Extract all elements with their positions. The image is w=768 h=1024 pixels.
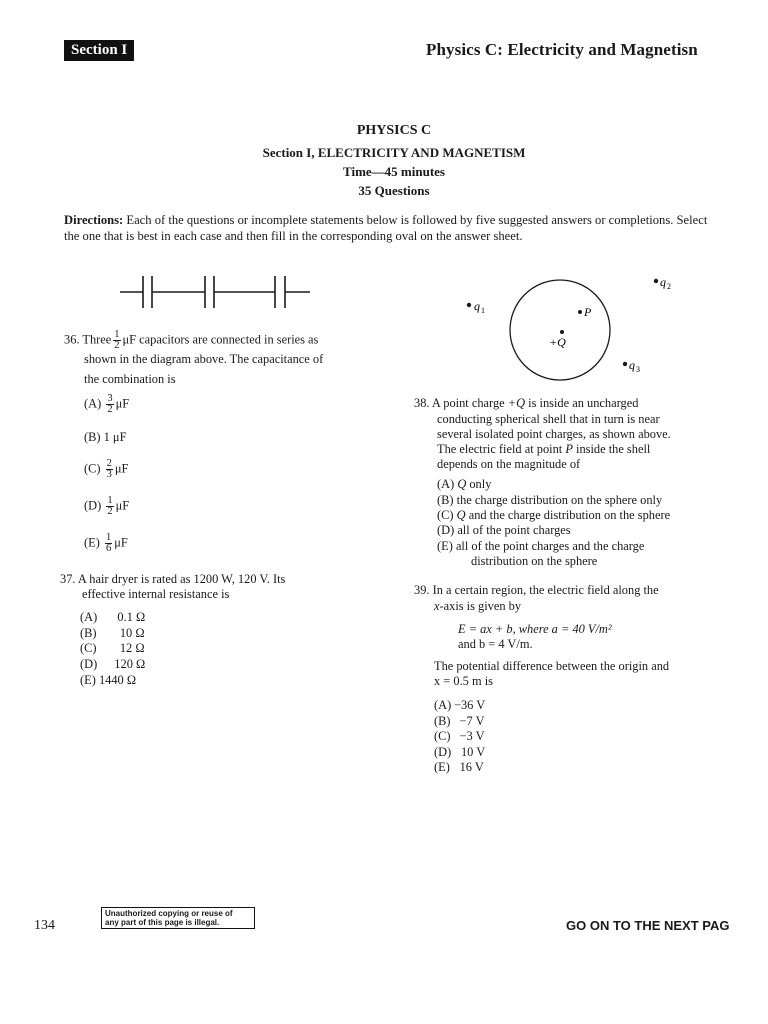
option-fraction <box>105 533 112 554</box>
option-letter: (C) <box>434 729 451 743</box>
q38-option-b[interactable] <box>437 492 662 508</box>
notice-line-1: Unauthorized copying or reuse of <box>105 909 233 918</box>
q39-equation-line1: E = ax + b, where a = 40 V/m² <box>458 622 612 636</box>
option-value: 10 Ω <box>119 626 145 640</box>
charge-q-dot <box>560 330 564 334</box>
option-unit: μF <box>114 535 128 550</box>
option-fraction <box>106 459 113 480</box>
q37-option-a[interactable] <box>80 609 145 625</box>
q38-text-1a: A point charge <box>431 396 508 410</box>
q37-option-d[interactable] <box>80 656 145 672</box>
option-letter: (D) <box>437 523 455 537</box>
option-letter: (B) <box>437 493 454 507</box>
q36-text-after: μF capacitors are connected in series as <box>122 332 319 347</box>
q36-frac-den: 2 <box>114 340 120 351</box>
option-unit: μF <box>115 498 130 513</box>
charged-shell-diagram <box>455 268 685 388</box>
series-capacitor-diagram <box>110 270 320 314</box>
charge-q1-dot <box>467 303 471 307</box>
option-letter: (E) <box>84 535 100 550</box>
option-text: the charge distribution on the sphere only <box>456 493 663 507</box>
q39-text-1: In a certain region, the electric field along the <box>432 583 659 597</box>
option-value: 1440 Ω <box>98 673 137 687</box>
option-value: 0.1 Ω <box>117 610 146 624</box>
q38-text-1c: is inside an uncharged <box>525 396 639 410</box>
frac-den: 6 <box>105 543 112 554</box>
q39-option-a[interactable] <box>434 697 485 713</box>
option-fraction <box>106 394 113 415</box>
q36-option-a[interactable] <box>84 394 129 415</box>
option-letter: (A) <box>437 477 455 491</box>
notice-line-2: any part of this page is illegal. <box>105 918 220 927</box>
option-letter: (E) <box>434 760 450 774</box>
q36-option-d[interactable] <box>84 496 129 517</box>
section-tab: Section I <box>64 40 134 61</box>
frac-num: 1 <box>105 532 112 543</box>
option-var: Q <box>457 477 467 491</box>
charge-q3-dot <box>623 362 627 366</box>
label-q3-sub: 3 <box>636 365 640 374</box>
q38-stem-line4 <box>437 441 650 457</box>
copyright-notice <box>101 907 255 929</box>
option-var: Q <box>456 508 466 522</box>
q36-stem-line3: the combination is <box>84 372 176 386</box>
option-value: 10 V <box>460 745 486 759</box>
point-p-dot <box>578 310 582 314</box>
q39-x-symbol: x <box>434 599 440 613</box>
option-value: 16 V <box>459 760 484 774</box>
label-q2: q <box>660 275 666 289</box>
q36-stem-line2: shown in the diagram above. The capacitance of <box>84 352 324 366</box>
directions-text: Each of the questions or incomplete statements below is followed by five suggested answers or completions. Select the one that is best in each case and then fill in the corresponding oval on the answer sheet. <box>64 213 708 243</box>
q38-option-d[interactable] <box>437 522 571 538</box>
charge-q2-dot <box>654 279 658 283</box>
q37-option-c[interactable] <box>80 640 145 656</box>
frac-den: 2 <box>107 404 113 415</box>
directions <box>64 212 724 244</box>
question-count: 35 Questions <box>358 183 430 198</box>
option-text: all of the point charges <box>457 523 571 537</box>
q37-text-1: A hair dryer is rated as 1200 W, 120 V. Its <box>77 572 286 586</box>
go-on-next-page: GO ON TO THE NEXT PAG <box>566 918 730 933</box>
option-value: −3 V <box>459 729 485 743</box>
q38-stem-line3: several isolated point charges, as shown above. <box>437 427 671 441</box>
q39-number: 39. <box>414 583 430 597</box>
option-letter: (B) <box>80 626 97 640</box>
q38-point-symbol: P <box>565 442 573 456</box>
q37-option-b[interactable] <box>80 625 145 641</box>
option-value: −7 V <box>459 714 485 728</box>
frac-num: 3 <box>107 393 113 404</box>
q37-option-e[interactable] <box>80 672 136 688</box>
option-letter: (B) <box>434 714 451 728</box>
q39-equation-line2: and b = 4 V/m. <box>458 637 533 651</box>
option-letter: (A) <box>84 396 102 411</box>
option-letter: (D) <box>80 657 98 671</box>
q38-text-4a: The electric field at point <box>437 442 566 456</box>
option-text: and the charge distribution on the sphere <box>465 508 671 522</box>
option-letter: (B) <box>84 430 101 444</box>
q36-option-e[interactable] <box>84 533 128 554</box>
option-letter: (E) <box>437 539 453 553</box>
q37-stem-line1 <box>60 571 285 587</box>
label-q3: q <box>629 358 635 372</box>
time-limit: Time—45 minutes <box>343 164 445 179</box>
option-letter: (D) <box>434 745 452 759</box>
q38-option-c[interactable] <box>437 507 670 523</box>
option-letter: (C) <box>437 508 454 522</box>
q38-stem-line2: conducting spherical shell that in turn is near <box>437 412 660 426</box>
option-text: only <box>466 477 492 491</box>
frac-den: 2 <box>107 506 113 517</box>
q38-number: 38. <box>414 396 430 410</box>
q39-stem-line3: The potential difference between the origin and <box>434 659 670 673</box>
q39-option-d[interactable] <box>434 744 485 760</box>
label-q1: q <box>474 299 480 313</box>
label-q2-sub: 2 <box>667 282 671 291</box>
frac-den: 3 <box>106 469 112 480</box>
option-unit: μF <box>114 461 129 476</box>
q39-stem-line4: x = 0.5 m is <box>434 674 493 688</box>
running-header: Physics C: Electricity and Magnetisn <box>426 40 698 59</box>
option-value: −36 V <box>454 698 486 712</box>
option-text: 1 μF <box>103 430 127 444</box>
frac-num: 1 <box>107 495 113 506</box>
q39-option-c[interactable] <box>434 728 485 744</box>
q36-option-c[interactable] <box>84 459 128 480</box>
q38-stem-line1 <box>414 395 638 411</box>
q39-text-2: -axis is given by <box>439 599 522 613</box>
q38-option-a[interactable] <box>437 476 491 492</box>
frac-num: 2 <box>106 458 112 469</box>
q39-option-b[interactable] <box>434 713 485 729</box>
q38-charge-symbol: +Q <box>507 396 526 410</box>
q38-option-e[interactable] <box>437 538 644 554</box>
option-letter: (C) <box>84 461 101 476</box>
q36-word: Three <box>82 332 112 347</box>
option-letter: (A) <box>80 610 98 624</box>
directions-label: Directions: <box>64 213 124 227</box>
q36-frac-num: 1 <box>114 329 120 340</box>
option-unit: μF <box>115 396 130 411</box>
option-letter: (E) <box>80 673 96 687</box>
q37-stem-line2: effective internal resistance is <box>82 587 230 601</box>
option-text: all of the point charges and the charge <box>455 539 645 553</box>
q39-stem-line2 <box>434 598 521 614</box>
option-value: 12 Ω <box>119 641 145 655</box>
page-number: 134 <box>34 918 55 933</box>
q38-option-e-line2: distribution on the sphere <box>471 554 598 568</box>
q38-text-4c: inside the shell <box>572 442 651 456</box>
option-letter: (A) <box>434 698 452 712</box>
q38-stem-line5: depends on the magnitude of <box>437 457 581 471</box>
q36-fraction <box>113 330 120 351</box>
option-value: 120 Ω <box>114 657 146 671</box>
q37-number: 37. <box>60 572 76 586</box>
option-letter: (D) <box>84 498 102 513</box>
spherical-shell <box>510 280 610 380</box>
q39-option-e[interactable] <box>434 759 484 775</box>
section-title: Section I, ELECTRICITY AND MAGNETISM <box>262 145 526 160</box>
option-fraction <box>106 496 113 517</box>
option-letter: (C) <box>80 641 97 655</box>
label-q1-sub: 1 <box>481 306 485 315</box>
q39-stem-line1 <box>414 582 659 598</box>
exam-title: PHYSICS C <box>356 123 432 138</box>
q36-option-b[interactable] <box>84 429 126 445</box>
label-plus-q: +Q <box>549 335 566 349</box>
label-p: P <box>584 305 592 319</box>
q36-number: 36. <box>64 332 80 347</box>
q36-stem-line1 <box>64 330 318 351</box>
